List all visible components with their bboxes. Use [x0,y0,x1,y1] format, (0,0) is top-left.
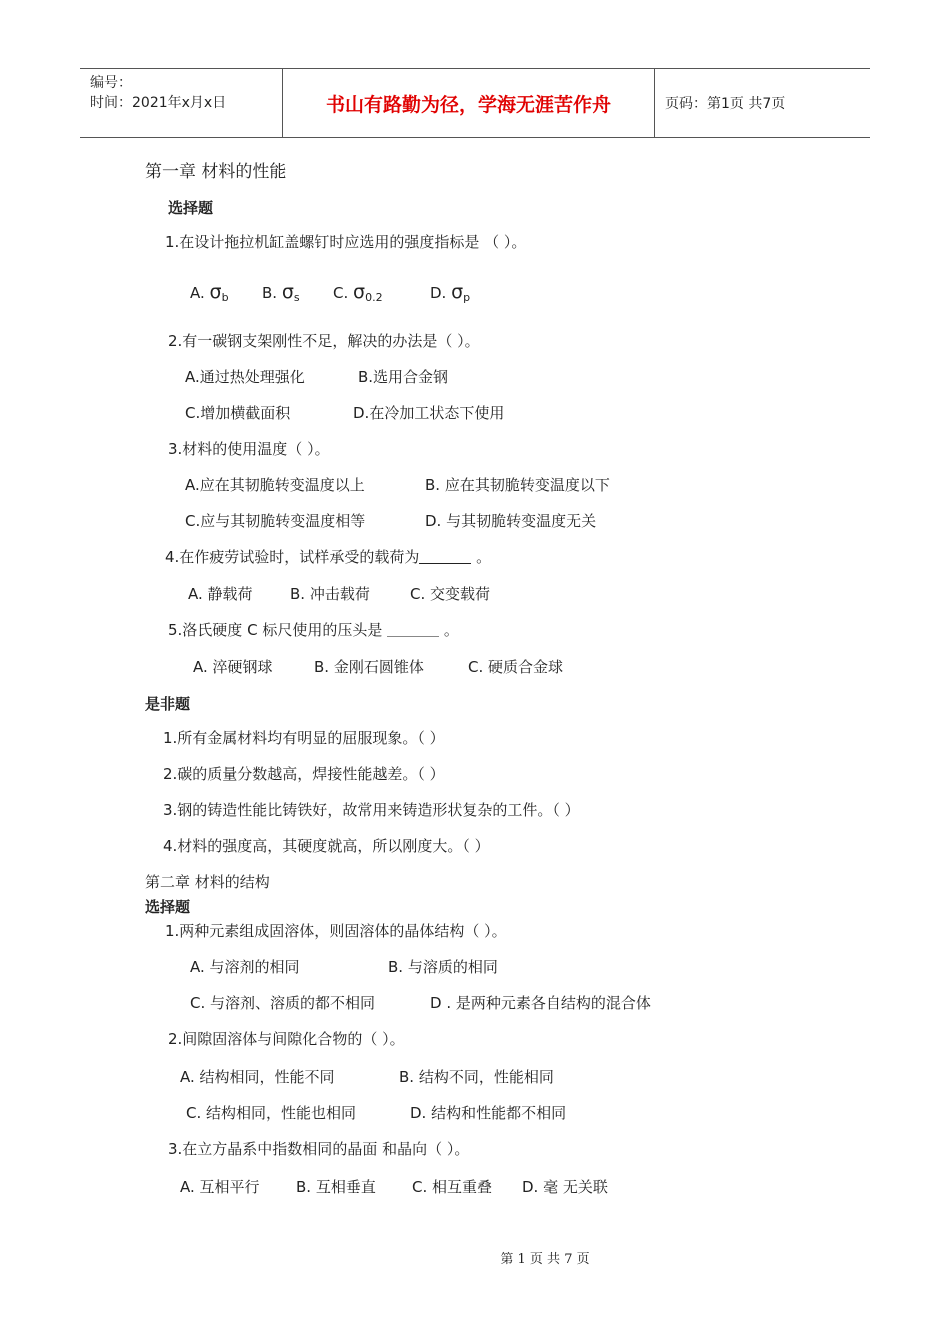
ch1-q5 [168,620,459,640]
sigma-symbol: σ [353,281,366,303]
option-subscript: b [221,291,229,304]
page-header [80,68,870,138]
ch1-q3-option-c: C.应与其韧脆转变温度相等 [185,512,366,530]
ch1-q4-option-a: A. 静载荷 [188,585,253,603]
ch1-q5-option-b: B. 金刚石圆锥体 [314,658,424,676]
option-subscript: p [463,291,471,304]
ch1-q2-option-a: A.通过热处理强化 [185,368,305,386]
ch1-q1-option-c [333,282,383,308]
ch2-q1-option-c: C. 与溶剂、溶质的都不相同 [190,994,376,1012]
ch1-q3-option-a: A.应在其韧脆转变温度以上 [185,476,365,494]
ch1-tf4: 4.材料的强度高，其硬度就高，所以刚度大。（ ） [163,837,490,855]
option-prefix: C. [333,284,349,302]
header-left [80,69,282,137]
q4-end: 。 [471,548,492,566]
ch2-q1-option-b: B. 与溶质的相同 [388,958,498,976]
page-footer: 第 1 页 共 7 页 [500,1252,590,1267]
option-prefix: A. [190,284,205,302]
ch1-q1-option-d [430,282,470,308]
option-prefix: D. [430,284,447,302]
ch2-q2-option-c: C. 结构相同，性能也相同 [186,1104,357,1122]
q4-text: 4.在作疲劳试验时，试样承受的载荷为 [165,548,420,566]
ch1-q1: 1.在设计拖拉机缸盖螺钉时应选用的强度指标是 （ ）。 [165,233,527,251]
ch2-q2: 2.间隙固溶体与间隙化合物的（ ）。 [168,1030,405,1048]
sigma-symbol: σ [451,281,464,303]
ch2-choice-heading: 选择题 [145,898,191,916]
ch1-q2: 2.有一碳钢支架刚性不足，解决的办法是（ ）。 [168,332,480,350]
sigma-symbol: σ [281,281,294,303]
ch2-q3-option-b: B. 互相垂直 [296,1178,376,1196]
option-prefix: B. [262,284,278,302]
ch1-q2-option-c: C.增加横截面积 [185,404,291,422]
ch1-q4-option-c: C. 交变载荷 [410,585,491,603]
ch1-tf2: 2.碳的质量分数越高，焊接性能越差。（ ） [163,765,445,783]
ch2-q1: 1.两种元素组成固溶体，则固溶体的晶体结构（ ）。 [165,922,507,940]
ch1-q3-option-b: B. 应在其韧脆转变温度以下 [425,476,610,494]
chapter-1-title: 第一章 材料的性能 [145,162,287,182]
ch2-q1-option-a: A. 与溶剂的相同 [190,958,300,976]
ch1-q3: 3.材料的使用温度（ ）。 [168,440,330,458]
chapter-2-title: 第二章 材料的结构 [145,873,270,891]
ch1-tf1: 1.所有金属材料均有明显的屈服现象。（ ） [163,729,445,747]
ch2-q3-option-d: D. 毫 无关联 [522,1178,608,1196]
answer-blank [387,622,439,637]
option-subscript: 0.2 [365,291,383,304]
ch1-q1-option-a [190,282,229,308]
ch2-q3-option-a: A. 互相平行 [180,1178,260,1196]
ch1-q5-option-a: A. 淬硬钢球 [193,658,273,676]
sigma-symbol: σ [209,281,222,303]
ch2-q3: 3.在立方晶系中指数相同的晶面 和晶向（ ）。 [168,1140,470,1158]
ch1-q2-option-b: B.选用合金钢 [358,368,449,386]
header-motto: 书山有路勤为径，学海无涯苦作舟 [282,69,655,137]
number-label: 编号： [90,75,132,91]
ch1-q4 [165,547,491,567]
ch2-q2-option-d: D. 结构和性能都不相同 [410,1104,567,1122]
ch2-q2-option-b: B. 结构不同，性能相同 [399,1068,554,1086]
header-page-label: 页码：第1页 共7页 [665,96,786,112]
ch1-q1-option-b [262,282,300,308]
ch1-q2-option-d: D.在冷加工状态下使用 [353,404,505,422]
ch2-q3-option-c: C. 相互重叠 [412,1178,493,1196]
q5-end: 。 [439,621,459,639]
time-label: 时间：2021年x月x日 [90,95,227,111]
q5-text: 5.洛氏硬度 C 标尺使用的压头是 [168,621,388,639]
ch1-tf3: 3.钢的铸造性能比铸铁好，故常用来铸造形状复杂的工件。（ ） [163,801,580,819]
ch1-q4-option-b: B. 冲击载荷 [290,585,370,603]
ch1-tf-heading: 是非题 [145,695,191,713]
ch2-q2-option-a: A. 结构相同，性能不同 [180,1068,335,1086]
ch1-q5-option-c: C. 硬质合金球 [468,658,564,676]
ch1-q3-option-d: D. 与其韧脆转变温度无关 [425,512,597,530]
ch1-choice-heading: 选择题 [168,199,214,217]
answer-blank [419,549,471,564]
ch2-q1-option-d: D . 是两种元素各自结构的混合体 [430,994,651,1012]
option-subscript: s [293,291,300,304]
